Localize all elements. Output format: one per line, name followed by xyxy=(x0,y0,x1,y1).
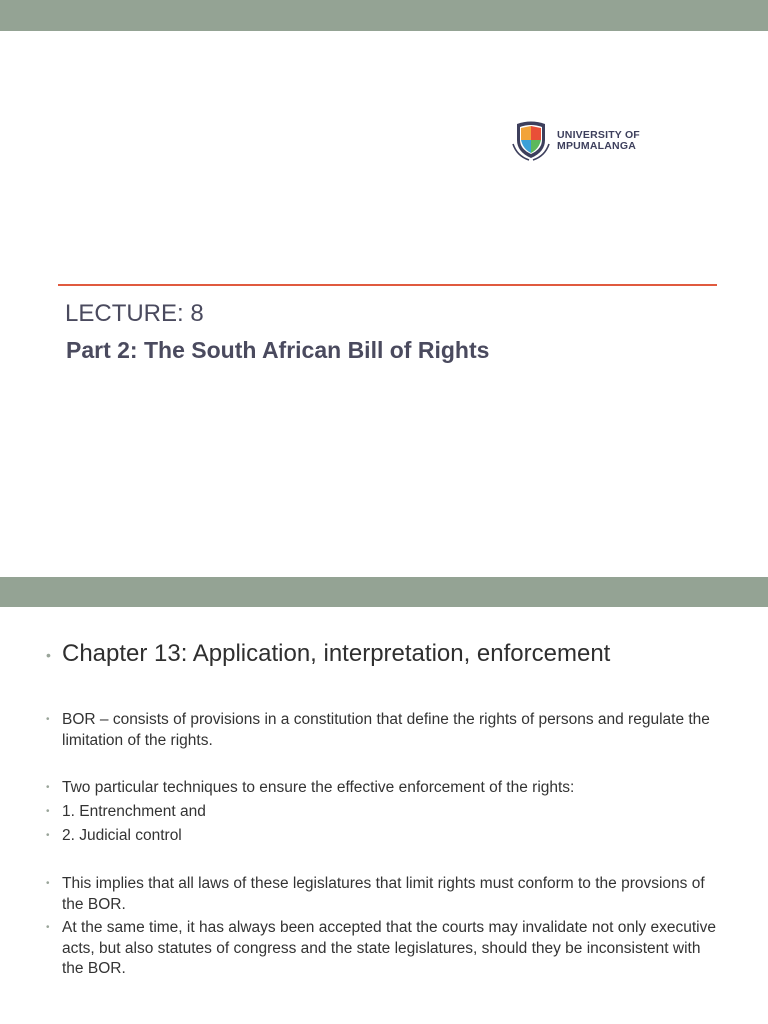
logo-wordmark xyxy=(557,130,640,152)
bullet-icon: • xyxy=(46,782,50,793)
list-item-text: 2. Judicial control xyxy=(62,827,182,844)
list-item xyxy=(46,918,726,980)
slide-divider-band xyxy=(0,577,768,607)
list-item xyxy=(46,802,726,823)
university-logo xyxy=(511,120,640,162)
crest-icon xyxy=(511,120,551,162)
bullet-icon: • xyxy=(46,830,50,841)
list-item-text: At the same time, it has always been accepted that the courts may invalidate not only executive acts, but also statutes of congress and the state legislatures, should they be inconsistent with the BOR. xyxy=(62,919,716,977)
list-item-text: Two particular techniques to ensure the effective enforcement of the rights: xyxy=(62,779,575,796)
logo-line-1: UNIVERSITY OF xyxy=(557,129,640,141)
lecture-subtitle: Part 2: The South African Bill of Rights xyxy=(66,337,490,363)
list-item-text: BOR – consists of provisions in a constitution that define the rights of persons and regulate the limitation of the rights. xyxy=(62,711,710,749)
logo-line-2: MPUMALANGA xyxy=(557,140,636,152)
bullet-icon: • xyxy=(46,647,51,663)
list-item-text: 1. Entrenchment and xyxy=(62,803,206,820)
title-divider xyxy=(58,284,717,286)
list-item xyxy=(46,778,726,799)
list-item xyxy=(46,710,726,751)
list-item xyxy=(46,826,726,847)
bullet-icon: • xyxy=(46,714,50,725)
list-item xyxy=(46,874,726,915)
bullet-icon: • xyxy=(46,806,50,817)
chapter-heading xyxy=(46,640,610,670)
top-band xyxy=(0,0,768,31)
bullet-icon: • xyxy=(46,922,50,933)
bullet-icon: • xyxy=(46,878,50,889)
lecture-label: LECTURE: 8 xyxy=(65,300,204,327)
chapter-heading-text: Chapter 13: Application, interpretation, enforcement xyxy=(62,640,611,667)
list-item-text: This implies that all laws of these legislatures that limit rights must conform to the provsions of the BOR. xyxy=(62,875,705,913)
